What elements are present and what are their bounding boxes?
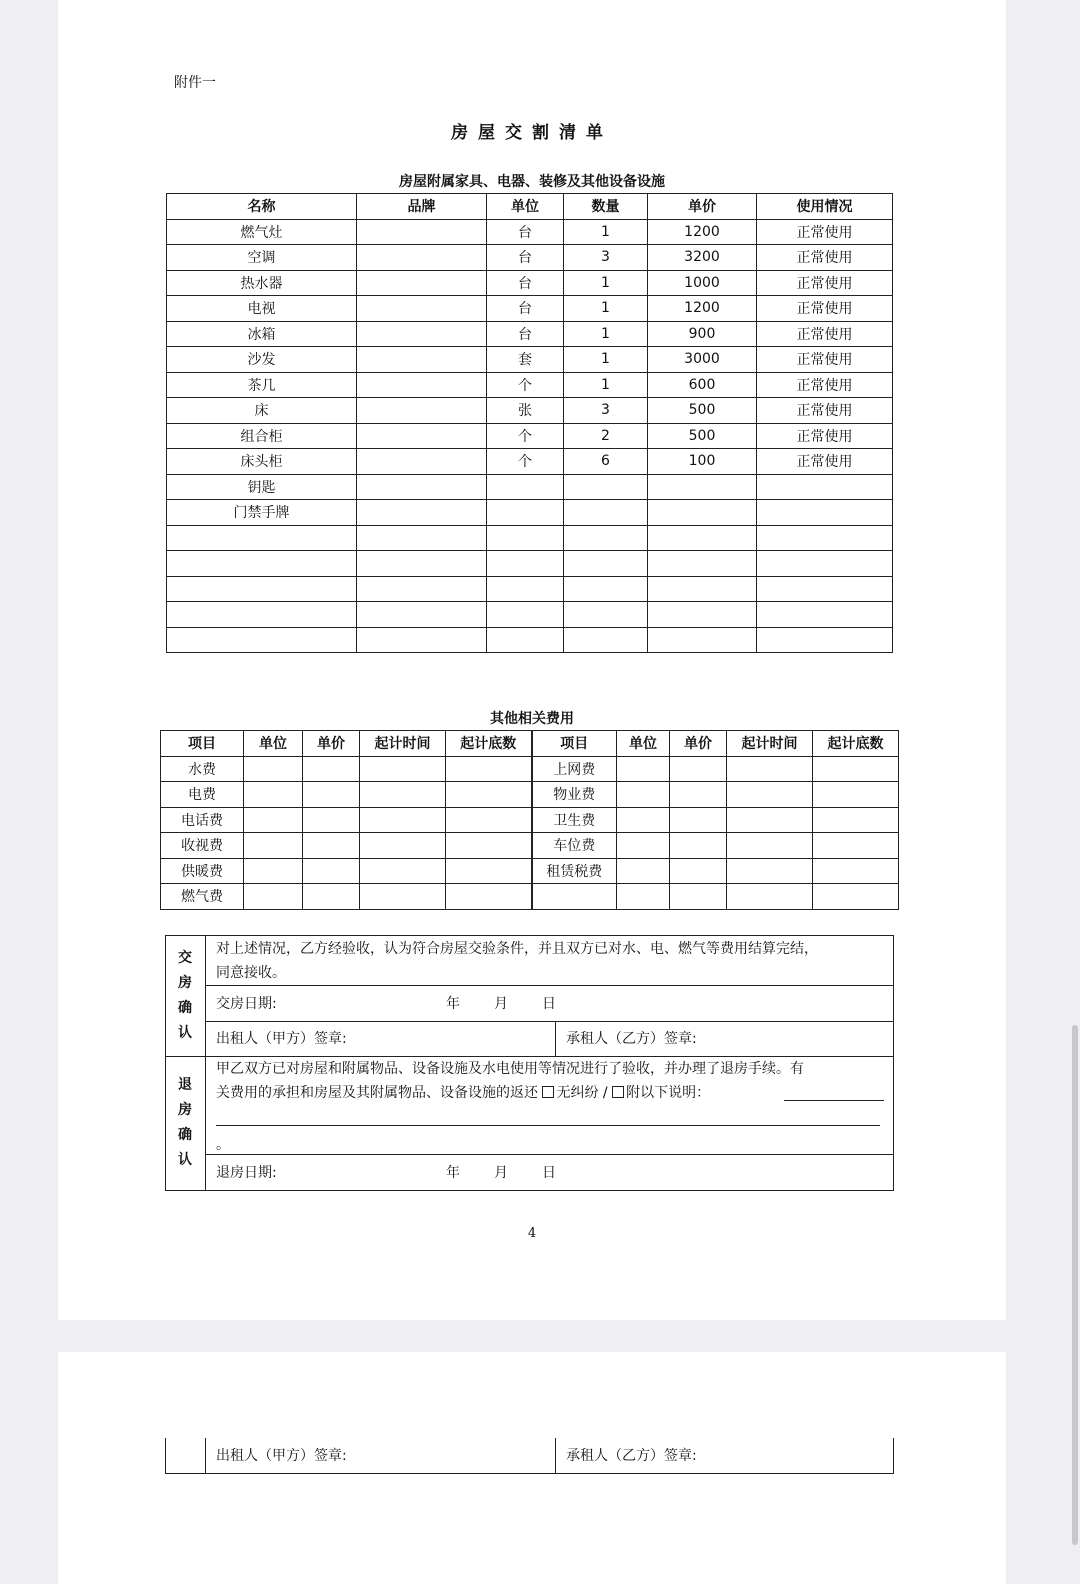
table-cell bbox=[167, 525, 357, 551]
table-cell bbox=[303, 807, 360, 833]
table-cell: 冰箱 bbox=[167, 321, 357, 347]
table-cell bbox=[487, 525, 564, 551]
table-cell: 燃气费 bbox=[161, 884, 244, 910]
table-cell bbox=[648, 474, 757, 500]
table-cell: 900 bbox=[648, 321, 757, 347]
table-cell: 台 bbox=[487, 219, 564, 245]
table-cell: 正常使用 bbox=[757, 398, 893, 424]
column-header: 起计时间 bbox=[360, 731, 446, 757]
table-cell bbox=[564, 576, 648, 602]
table-cell bbox=[244, 756, 303, 782]
column-header: 起计底数 bbox=[446, 731, 532, 757]
table-cell bbox=[357, 551, 487, 577]
furniture-row bbox=[167, 627, 893, 653]
table-cell bbox=[617, 833, 670, 859]
tenant-signature-label: 承租人（乙方）签章: bbox=[566, 1448, 697, 1464]
attached-note-checkbox[interactable] bbox=[612, 1086, 624, 1098]
table-cell bbox=[357, 398, 487, 424]
table-cell: 1 bbox=[564, 372, 648, 398]
table-cell: 空调 bbox=[167, 245, 357, 271]
table-cell: 1000 bbox=[648, 270, 757, 296]
furniture-row bbox=[167, 449, 893, 475]
table-cell: 3 bbox=[564, 398, 648, 424]
table-cell bbox=[357, 602, 487, 628]
page-number: 4 bbox=[527, 1226, 537, 1241]
table-cell bbox=[244, 782, 303, 808]
table-cell bbox=[357, 270, 487, 296]
return-date-label: 退房日期: bbox=[216, 1165, 277, 1181]
handover-date-label: 交房日期: bbox=[216, 996, 277, 1012]
table-cell: 卫生费 bbox=[532, 807, 617, 833]
furniture-row bbox=[167, 474, 893, 500]
table-cell: 1200 bbox=[648, 296, 757, 322]
table-cell bbox=[564, 474, 648, 500]
table-cell bbox=[303, 756, 360, 782]
table-cell bbox=[564, 551, 648, 577]
table-cell bbox=[244, 884, 303, 910]
column-header: 项目 bbox=[532, 731, 617, 757]
table-cell bbox=[648, 627, 757, 653]
table-cell: 台 bbox=[487, 245, 564, 271]
table-cell: 正常使用 bbox=[757, 245, 893, 271]
fee-row bbox=[161, 884, 899, 910]
note-underline bbox=[216, 1125, 880, 1126]
label-divider bbox=[205, 935, 206, 1191]
table-cell bbox=[487, 500, 564, 526]
table-cell: 租赁税费 bbox=[532, 858, 617, 884]
table-cell: 1 bbox=[564, 219, 648, 245]
table-cell bbox=[357, 245, 487, 271]
attached-note-label: 附以下说明： bbox=[626, 1085, 711, 1101]
table-cell: 燃气灶 bbox=[167, 219, 357, 245]
table-cell bbox=[357, 449, 487, 475]
table-cell bbox=[487, 576, 564, 602]
statement-line: 甲乙双方已对房屋和附属物品、设备设施及水电使用等情况进行了验收，并办理了退房手续。有 bbox=[216, 1061, 804, 1077]
table-cell bbox=[617, 807, 670, 833]
table-cell bbox=[648, 500, 757, 526]
table-cell bbox=[303, 833, 360, 859]
table-cell: 物业费 bbox=[532, 782, 617, 808]
table-cell: 床 bbox=[167, 398, 357, 424]
table-cell bbox=[487, 474, 564, 500]
table-cell bbox=[727, 884, 813, 910]
column-header: 起计时间 bbox=[727, 731, 813, 757]
table-cell bbox=[813, 756, 899, 782]
statement-text: 关费用的承担和房屋及其附属物品、设备设施的返还 bbox=[216, 1085, 538, 1101]
table-cell: 1 bbox=[564, 296, 648, 322]
statement-line: 同意接收。 bbox=[216, 965, 286, 981]
table-cell bbox=[446, 884, 532, 910]
table-cell bbox=[757, 551, 893, 577]
table-cell bbox=[360, 833, 446, 859]
label-char: 确 bbox=[178, 1127, 192, 1143]
table-cell bbox=[757, 525, 893, 551]
table-cell bbox=[446, 833, 532, 859]
attachment-label: 附件一 bbox=[174, 75, 216, 91]
column-header: 名称 bbox=[167, 194, 357, 220]
table-cell bbox=[648, 551, 757, 577]
table-cell bbox=[670, 858, 727, 884]
table-cell: 热水器 bbox=[167, 270, 357, 296]
table-cell bbox=[670, 807, 727, 833]
table-cell: 3000 bbox=[648, 347, 757, 373]
label-divider bbox=[205, 1438, 206, 1474]
table-cell bbox=[360, 858, 446, 884]
table-cell bbox=[244, 858, 303, 884]
table-cell bbox=[357, 525, 487, 551]
table-cell bbox=[813, 782, 899, 808]
furniture-heading: 房屋附属家具、电器、装修及其他设备设施 bbox=[399, 174, 665, 190]
table-cell bbox=[303, 884, 360, 910]
table-cell bbox=[648, 602, 757, 628]
table-cell: 1200 bbox=[648, 219, 757, 245]
furniture-row bbox=[167, 525, 893, 551]
table-cell bbox=[813, 833, 899, 859]
label-char: 房 bbox=[178, 1102, 192, 1118]
month-label: 月 bbox=[494, 996, 508, 1012]
fees-heading: 其他相关费用 bbox=[490, 711, 574, 727]
table-cell bbox=[617, 858, 670, 884]
table-cell bbox=[357, 321, 487, 347]
fee-row bbox=[161, 782, 899, 808]
table-cell bbox=[167, 551, 357, 577]
table-cell: 上网费 bbox=[532, 756, 617, 782]
table-cell bbox=[727, 833, 813, 859]
table-cell bbox=[757, 500, 893, 526]
table-cell: 正常使用 bbox=[757, 270, 893, 296]
table-cell: 台 bbox=[487, 321, 564, 347]
table-cell bbox=[167, 576, 357, 602]
table-cell bbox=[244, 807, 303, 833]
fee-row bbox=[161, 807, 899, 833]
furniture-row bbox=[167, 602, 893, 628]
table-cell: 钥匙 bbox=[167, 474, 357, 500]
table-cell bbox=[564, 602, 648, 628]
table-cell: 6 bbox=[564, 449, 648, 475]
table-cell bbox=[357, 576, 487, 602]
furniture-row bbox=[167, 500, 893, 526]
table-cell bbox=[357, 372, 487, 398]
day-label: 日 bbox=[542, 996, 556, 1012]
column-header: 单位 bbox=[617, 731, 670, 757]
statement-line: 对上述情况，乙方经验收，认为符合房屋交验条件，并且双方已对水、电、燃气等费用结算完结， bbox=[216, 941, 818, 957]
table-cell: 供暖费 bbox=[161, 858, 244, 884]
table-cell bbox=[357, 423, 487, 449]
table-cell bbox=[617, 782, 670, 808]
day-label: 日 bbox=[542, 1165, 556, 1181]
table-cell: 台 bbox=[487, 270, 564, 296]
table-cell bbox=[357, 500, 487, 526]
table-cell bbox=[727, 807, 813, 833]
return-statement bbox=[216, 1057, 888, 1105]
column-header: 单价 bbox=[648, 194, 757, 220]
row-divider bbox=[205, 1154, 894, 1155]
table-cell bbox=[357, 219, 487, 245]
table-cell bbox=[564, 627, 648, 653]
column-header: 单价 bbox=[303, 731, 360, 757]
table-cell bbox=[617, 756, 670, 782]
table-cell: 水费 bbox=[161, 756, 244, 782]
year-label: 年 bbox=[446, 1165, 460, 1181]
table-cell: 1 bbox=[564, 347, 648, 373]
furniture-row bbox=[167, 372, 893, 398]
table-cell: 门禁手牌 bbox=[167, 500, 357, 526]
furniture-row bbox=[167, 296, 893, 322]
table-cell bbox=[446, 807, 532, 833]
column-header: 品牌 bbox=[357, 194, 487, 220]
table-cell: 500 bbox=[648, 398, 757, 424]
fees-table bbox=[160, 730, 899, 910]
table-cell bbox=[813, 807, 899, 833]
label-char: 认 bbox=[178, 1025, 192, 1041]
scrollbar[interactable] bbox=[1072, 1025, 1078, 1545]
fee-row bbox=[161, 858, 899, 884]
table-cell: 电费 bbox=[161, 782, 244, 808]
table-cell: 个 bbox=[487, 449, 564, 475]
table-cell bbox=[357, 627, 487, 653]
table-cell bbox=[727, 782, 813, 808]
table-cell bbox=[487, 627, 564, 653]
table-cell: 1 bbox=[564, 321, 648, 347]
table-cell bbox=[670, 884, 727, 910]
option-separator: / bbox=[602, 1085, 608, 1101]
table-cell bbox=[357, 347, 487, 373]
table-cell bbox=[446, 756, 532, 782]
document-title: 房屋交割清单 bbox=[451, 123, 613, 143]
table-cell bbox=[757, 627, 893, 653]
table-cell bbox=[303, 782, 360, 808]
table-cell bbox=[757, 474, 893, 500]
table-cell: 车位费 bbox=[532, 833, 617, 859]
table-cell: 沙发 bbox=[167, 347, 357, 373]
furniture-row bbox=[167, 423, 893, 449]
column-header: 起计底数 bbox=[813, 731, 899, 757]
table-cell: 张 bbox=[487, 398, 564, 424]
label-char: 房 bbox=[178, 975, 192, 991]
table-cell bbox=[617, 884, 670, 910]
table-cell bbox=[813, 884, 899, 910]
tenant-signature-label: 承租人（乙方）签章: bbox=[566, 1031, 697, 1047]
document-page bbox=[58, 0, 1006, 1320]
table-cell: 正常使用 bbox=[757, 321, 893, 347]
table-cell: 3 bbox=[564, 245, 648, 271]
table-cell bbox=[757, 576, 893, 602]
table-cell bbox=[360, 884, 446, 910]
table-cell bbox=[360, 807, 446, 833]
table-cell bbox=[303, 858, 360, 884]
table-cell: 组合柜 bbox=[167, 423, 357, 449]
label-char: 退 bbox=[178, 1077, 192, 1093]
table-cell bbox=[727, 858, 813, 884]
row-divider bbox=[205, 1021, 894, 1022]
fee-row bbox=[161, 833, 899, 859]
return-label bbox=[165, 1073, 205, 1173]
table-cell bbox=[670, 833, 727, 859]
table-cell: 100 bbox=[648, 449, 757, 475]
table-cell: 正常使用 bbox=[757, 296, 893, 322]
table-cell: 正常使用 bbox=[757, 347, 893, 373]
table-cell bbox=[357, 474, 487, 500]
fee-row bbox=[161, 756, 899, 782]
no-dispute-label: 无纠纷 bbox=[556, 1085, 599, 1101]
table-cell bbox=[564, 500, 648, 526]
table-cell bbox=[360, 756, 446, 782]
table-cell: 1 bbox=[564, 270, 648, 296]
table-cell: 个 bbox=[487, 423, 564, 449]
table-cell: 正常使用 bbox=[757, 219, 893, 245]
row-divider bbox=[205, 985, 894, 986]
table-cell: 电视 bbox=[167, 296, 357, 322]
table-cell bbox=[446, 858, 532, 884]
statement-line bbox=[216, 1081, 888, 1105]
table-cell bbox=[167, 602, 357, 628]
table-cell bbox=[648, 576, 757, 602]
furniture-table bbox=[166, 193, 893, 653]
table-cell: 正常使用 bbox=[757, 372, 893, 398]
table-cell bbox=[564, 525, 648, 551]
furniture-row bbox=[167, 347, 893, 373]
furniture-row bbox=[167, 219, 893, 245]
table-cell bbox=[670, 782, 727, 808]
handover-label bbox=[165, 946, 205, 1046]
furniture-row bbox=[167, 321, 893, 347]
table-cell: 500 bbox=[648, 423, 757, 449]
furniture-row bbox=[167, 398, 893, 424]
table-cell bbox=[813, 858, 899, 884]
column-header: 项目 bbox=[161, 731, 244, 757]
table-cell: 3200 bbox=[648, 245, 757, 271]
table-cell: 收视费 bbox=[161, 833, 244, 859]
year-label: 年 bbox=[446, 996, 460, 1012]
handover-statement bbox=[216, 937, 888, 985]
month-label: 月 bbox=[494, 1165, 508, 1181]
column-header: 单价 bbox=[670, 731, 727, 757]
furniture-row bbox=[167, 245, 893, 271]
table-cell: 床头柜 bbox=[167, 449, 357, 475]
table-cell bbox=[244, 833, 303, 859]
table-cell: 电话费 bbox=[161, 807, 244, 833]
table-border bbox=[893, 1438, 894, 1474]
table-cell: 个 bbox=[487, 372, 564, 398]
table-cell: 套 bbox=[487, 347, 564, 373]
table-cell bbox=[532, 884, 617, 910]
table-cell bbox=[727, 756, 813, 782]
table-cell: 茶几 bbox=[167, 372, 357, 398]
table-cell: 2 bbox=[564, 423, 648, 449]
table-cell bbox=[487, 602, 564, 628]
sign-divider bbox=[555, 1438, 556, 1474]
label-char: 认 bbox=[178, 1152, 192, 1168]
furniture-row bbox=[167, 576, 893, 602]
furniture-row bbox=[167, 551, 893, 577]
end-mark: 。 bbox=[216, 1137, 230, 1153]
table-bottom-border bbox=[165, 1473, 894, 1474]
table-cell: 正常使用 bbox=[757, 423, 893, 449]
table-cell: 正常使用 bbox=[757, 449, 893, 475]
table-cell bbox=[648, 525, 757, 551]
furniture-row bbox=[167, 270, 893, 296]
label-char: 确 bbox=[178, 1000, 192, 1016]
landlord-signature-label: 出租人（甲方）签章: bbox=[216, 1448, 347, 1464]
table-cell bbox=[167, 627, 357, 653]
table-cell: 600 bbox=[648, 372, 757, 398]
table-cell bbox=[670, 756, 727, 782]
document-page bbox=[58, 1352, 1006, 1584]
no-dispute-checkbox[interactable] bbox=[542, 1086, 554, 1098]
column-header: 数量 bbox=[564, 194, 648, 220]
column-header: 使用情况 bbox=[757, 194, 893, 220]
column-header: 单位 bbox=[244, 731, 303, 757]
column-header: 单位 bbox=[487, 194, 564, 220]
sign-divider bbox=[555, 1021, 556, 1056]
table-cell bbox=[357, 296, 487, 322]
note-underline bbox=[784, 1100, 884, 1101]
table-cell: 台 bbox=[487, 296, 564, 322]
table-cell bbox=[446, 782, 532, 808]
landlord-signature-label: 出租人（甲方）签章: bbox=[216, 1031, 347, 1047]
label-char: 交 bbox=[178, 950, 192, 966]
table-cell bbox=[360, 782, 446, 808]
table-cell bbox=[487, 551, 564, 577]
table-border bbox=[165, 1438, 166, 1474]
table-cell bbox=[757, 602, 893, 628]
